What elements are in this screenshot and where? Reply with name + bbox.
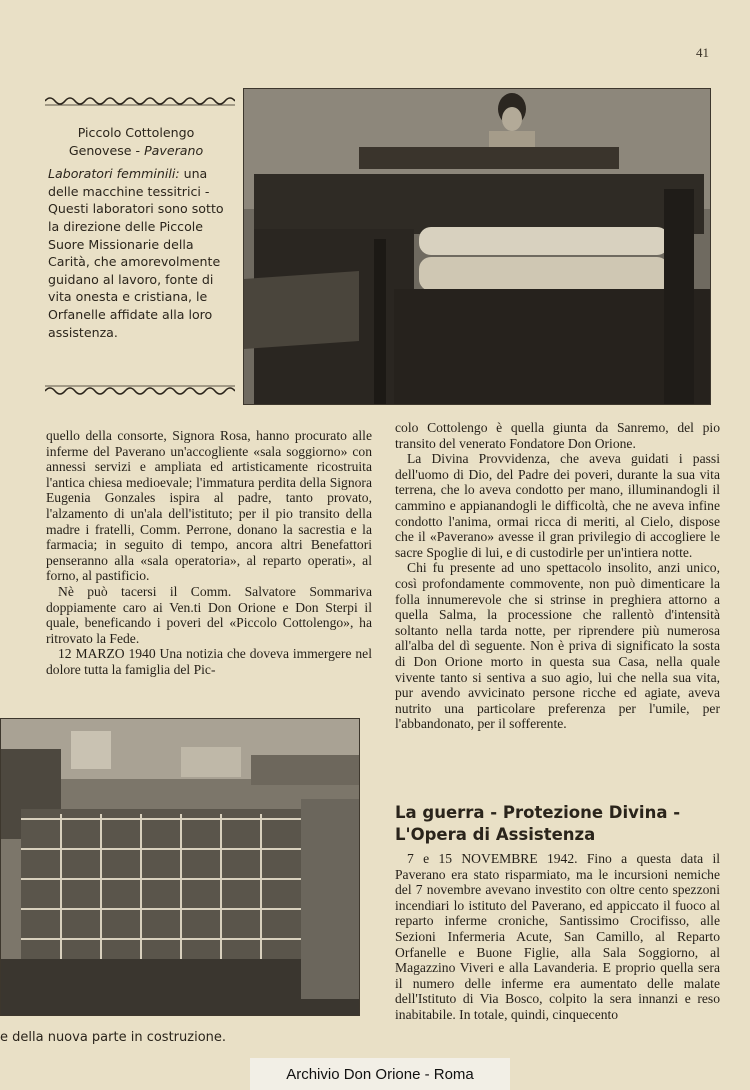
archive-watermark-label: Archivio Don Orione - Roma bbox=[250, 1058, 510, 1090]
photo-weaving-machine bbox=[243, 88, 711, 405]
bottom-photo-caption: e della nuova parte in costruzione. bbox=[0, 1030, 227, 1045]
paragraph: 12 MARZO 1940 Una notizia che doveva immergere nel dolore tutta la famiglia del Pic- bbox=[46, 646, 372, 677]
caption-subtitle bbox=[48, 142, 224, 160]
wavy-ornament-top bbox=[45, 95, 235, 107]
paragraph: Nè può tacersi il Comm. Salvatore Sommariva doppiamente caro ai Ven.ti Don Orione e Don Sterpi il quale, beneficando i poveri del «Piccolo Cottolengo», ha ritrovato la Fede. bbox=[46, 583, 372, 646]
paragraph: colo Cottolengo è quella giunta da Sanremo, del pio transito del venerato Fondatore Don Orione. bbox=[395, 420, 720, 451]
left-column-text bbox=[46, 428, 372, 678]
paragraph: La Divina Provvidenza, che aveva guidati i passi dell'uomo di Dio, del Padre dei poveri, durante la sua vita terrena, che lo aveva condotto per mano, illuminandogli il cammino e appianandogli le difficoltà, che ne aveva infine condotto l'anima, ormai ricca di meriti, al Cielo, dispose che il «Paverano» avesse il gran privilegio di accogliere le sacre Spoglie di lui, e di custodirle per un'intiera notte. bbox=[395, 451, 720, 560]
caption-text bbox=[48, 165, 224, 341]
right-column-section-text bbox=[395, 851, 720, 1023]
paragraph: 7 e 15 NOVEMBRE 1942. Fino a questa data il Paverano era stato risparmiato, ma le incursioni nemiche del 7 novembre avevano investito con oltre cento spezzoni incendiari lo istituto del Paverano, ed appiccato il fuoco al reparto inferme croniche, Santissimo Crocifisso, alle Sezioni Infermeria Acute, San Camillo, al Reparto Orfanelle e Buone Figlie, alla Sala Soggiorno, al Magazzino Viveri e alla Lavanderia. E proprio quella sera il numero delle inferme era aumentato delle malate dell'Istituto di Via Bosco, colpito la sera innanzi e reso inabitabile. In totale, quindi, cinquecento bbox=[395, 851, 720, 1022]
photo-new-construction bbox=[0, 718, 360, 1016]
caption-subtitle-prefix: Genovese - bbox=[68, 142, 145, 158]
caption-title: Piccolo Cottolengo bbox=[77, 125, 195, 140]
wavy-ornament-bottom bbox=[45, 384, 235, 396]
top-photo-caption bbox=[48, 124, 224, 341]
caption-subtitle-place: Paverano bbox=[144, 142, 204, 158]
section-heading: La guerra - Protezione Divina - L'Opera di Assistenza bbox=[395, 803, 681, 844]
page-number: 41 bbox=[696, 45, 709, 60]
paragraph: quello della consorte, Signora Rosa, hanno procurato alle inferme del Paverano un'accogliente «sala soggiorno» con annessi servizi e ampliata ed artisticamente ricostruita l'antica chiesa medioevale; l'immatura perdita della Signora Eugenia Gonzales ispira al padre, tanto provato, l'alzamento di un'ala dell'istituto; per il pio transito della madre i fratelli, Comm. Perrone, donano la sacrestia e la farmacia; in seguito di tempo, ancora altri Benefattori penseranno alla «sala operatoria», al reparto operati», al forno, al pastificio. bbox=[46, 428, 372, 584]
caption-body: una delle macchine tessitrici - Questi laboratori sono sotto la direzione delle Piccole Suore Missionarie della Carità, che amorevolmente guidano al lavoro, fonte di vita onesta e cristiana, le Orfanelle affidate alla loro assistenza. bbox=[48, 166, 224, 340]
paragraph: Chi fu presente ad uno spettacolo insolito, anzi unico, così profondamente commovente, non può dimenticare la folla innumerevole che si strinse in preghiera attorno a quella Salma, la processione che rallentò d'intensità soltanto nella tarda notte, per riprendere più numerosa all'alba del dì seguente. Non è priva di significato la sosta di Don Orione morto in questa sua Casa, nella quale vivente tanto si sentiva a suo agio, lui che nella sua vita, pur avendo avvicinato persone ricche ed agiate, aveva nutrito una particolare preferenza per l'umile, per l'abbandonato, per il sofferente. bbox=[395, 560, 720, 732]
right-column-text bbox=[395, 420, 720, 732]
caption-lead: Laboratori femminili: bbox=[48, 166, 180, 182]
